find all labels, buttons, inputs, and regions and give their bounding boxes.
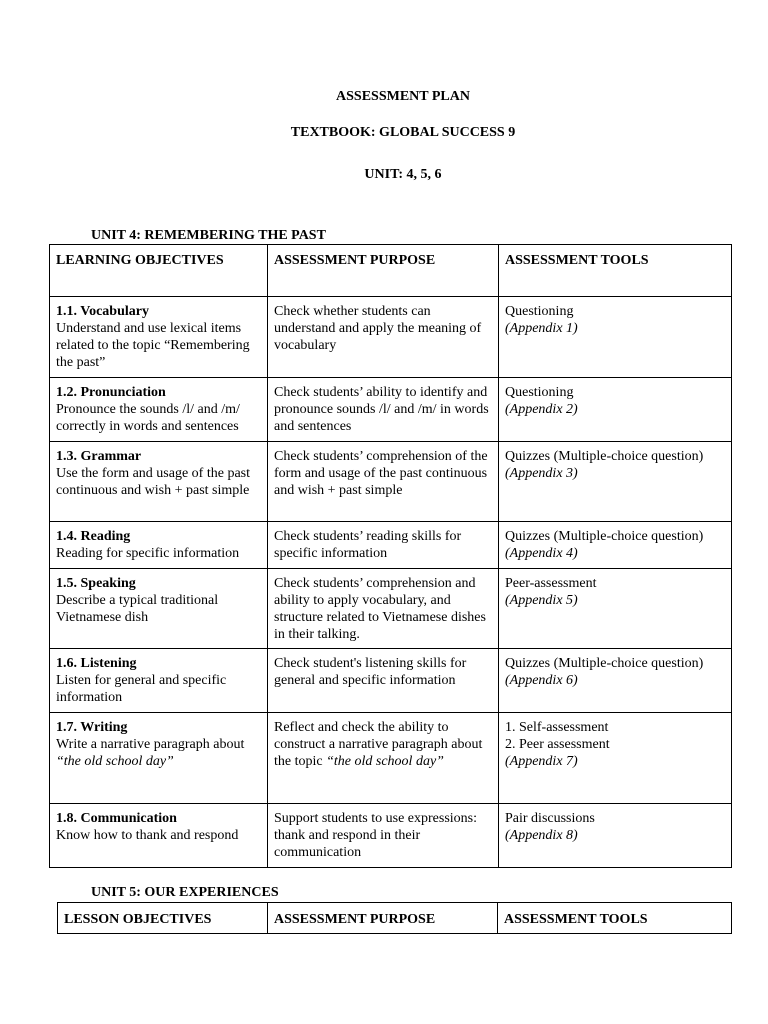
objective-title: 1.7. Writing (56, 720, 128, 735)
objective-title: 1.4. Reading (56, 529, 131, 544)
tools-cell (499, 297, 732, 378)
tools-cell (499, 442, 732, 522)
tools-cell (499, 378, 732, 442)
table-row (50, 713, 732, 804)
table-row (50, 442, 732, 522)
document-title: ASSESSMENT PLAN (336, 89, 470, 104)
tools-cell (499, 649, 732, 713)
objective-cell (50, 649, 268, 713)
objective-title: 1.5. Speaking (56, 576, 136, 591)
table-row (50, 804, 732, 868)
objective-text: Know how to thank and respond (56, 828, 239, 843)
tool-name: Quizzes (Multiple-choice question) (505, 449, 704, 464)
objective-cell (50, 713, 268, 804)
objective-text: Describe a typical traditional Vietnamese dish (56, 593, 219, 625)
purpose-cell: Check students’ reading skills for specific information (268, 522, 499, 569)
appendix-ref: (Appendix 3) (505, 466, 578, 481)
textbook-title: TEXTBOOK: GLOBAL SUCCESS 9 (290, 125, 516, 140)
appendix-ref: (Appendix 6) (505, 673, 578, 688)
objective-title: 1.2. Pronunciation (56, 385, 166, 400)
objective-text: Reading for specific information (56, 546, 240, 561)
tools-cell (499, 569, 732, 649)
table-row (50, 569, 732, 649)
appendix-ref: (Appendix 2) (505, 402, 578, 417)
purpose-cell: Check whether students can understand and apply the meaning of vocabulary (268, 297, 499, 378)
unit4-assessment-table (49, 244, 732, 868)
purpose-cell (268, 713, 499, 804)
objective-title: 1.1. Vocabulary (56, 304, 149, 319)
tool-name: Questioning (505, 385, 574, 400)
appendix-ref: (Appendix 5) (505, 593, 578, 608)
table-row (50, 649, 732, 713)
tools-cell (499, 522, 732, 569)
purpose-cell: Check students’ ability to identify and pronounce sounds /l/ and /m/ in words and sentences (268, 378, 499, 442)
tools-cell (499, 804, 732, 868)
header-assessment-purpose: ASSESSMENT PURPOSE (268, 245, 499, 297)
objective-cell (50, 804, 268, 868)
objective-text: Use the form and usage of the past continuous and wish + past simple (56, 466, 250, 498)
objective-text (56, 736, 261, 770)
purpose-cell: Check students’ comprehension of the form and usage of the past continuous and wish + past simple (268, 442, 499, 522)
purpose-cell: Check students’ comprehension and ability to apply vocabulary, and structure related to Vietnamese dishes in their talking. (268, 569, 499, 649)
purpose-text-italic: “the old school day” (326, 754, 444, 769)
header-lesson-objectives: LESSON OBJECTIVES (58, 903, 268, 934)
tool-name: Pair discussions (505, 811, 595, 826)
table-header-row (58, 903, 732, 934)
header-assessment-tools: ASSESSMENT TOOLS (499, 245, 732, 297)
purpose-text-plain: Reflect and check the ability to construct a narrative paragraph about the topic (274, 720, 483, 769)
tool-name: Quizzes (Multiple-choice question) (505, 529, 704, 544)
purpose-cell: Check student's listening skills for general and specific information (268, 649, 499, 713)
table-header-row (50, 245, 732, 297)
appendix-ref: (Appendix 8) (505, 828, 578, 843)
tool-name: 2. Peer assessment (505, 737, 610, 752)
tools-cell (499, 713, 732, 804)
objective-cell (50, 297, 268, 378)
objective-text-plain: Write a narrative paragraph about (56, 737, 245, 752)
objective-text: Understand and use lexical items related to the topic “Remembering the past” (56, 321, 250, 370)
objective-cell (50, 378, 268, 442)
objective-text: Pronounce the sounds /l/ and /m/ correctly in words and sentences (56, 402, 240, 434)
objective-title: 1.3. Grammar (56, 449, 142, 464)
table-row (50, 297, 732, 378)
unit5-title: UNIT 5: OUR EXPERIENCES (91, 885, 279, 900)
objective-cell (50, 442, 268, 522)
purpose-cell: Support students to use expressions: thank and respond in their communication (268, 804, 499, 868)
appendix-ref: (Appendix 1) (505, 321, 578, 336)
objective-cell (50, 569, 268, 649)
objective-title: 1.8. Communication (56, 811, 177, 826)
appendix-ref: (Appendix 4) (505, 546, 578, 561)
units-title: UNIT: 4, 5, 6 (364, 167, 442, 182)
unit4-title: UNIT 4: REMEMBERING THE PAST (91, 228, 326, 243)
header-assessment-purpose: ASSESSMENT PURPOSE (268, 903, 498, 934)
header-assessment-tools: ASSESSMENT TOOLS (498, 903, 732, 934)
tool-name: 1. Self-assessment (505, 720, 609, 735)
tool-name: Peer-assessment (505, 576, 597, 591)
tool-name: Quizzes (Multiple-choice question) (505, 656, 704, 671)
table-row (50, 378, 732, 442)
header-learning-objectives: LEARNING OBJECTIVES (50, 245, 268, 297)
objective-cell (50, 522, 268, 569)
appendix-ref: (Appendix 7) (505, 754, 578, 769)
table-row (50, 522, 732, 569)
objective-text: Listen for general and specific information (56, 673, 227, 705)
unit5-assessment-table (57, 902, 732, 934)
objective-text-italic: “the old school day” (56, 754, 174, 769)
objective-title: 1.6. Listening (56, 656, 137, 671)
tool-name: Questioning (505, 304, 574, 319)
